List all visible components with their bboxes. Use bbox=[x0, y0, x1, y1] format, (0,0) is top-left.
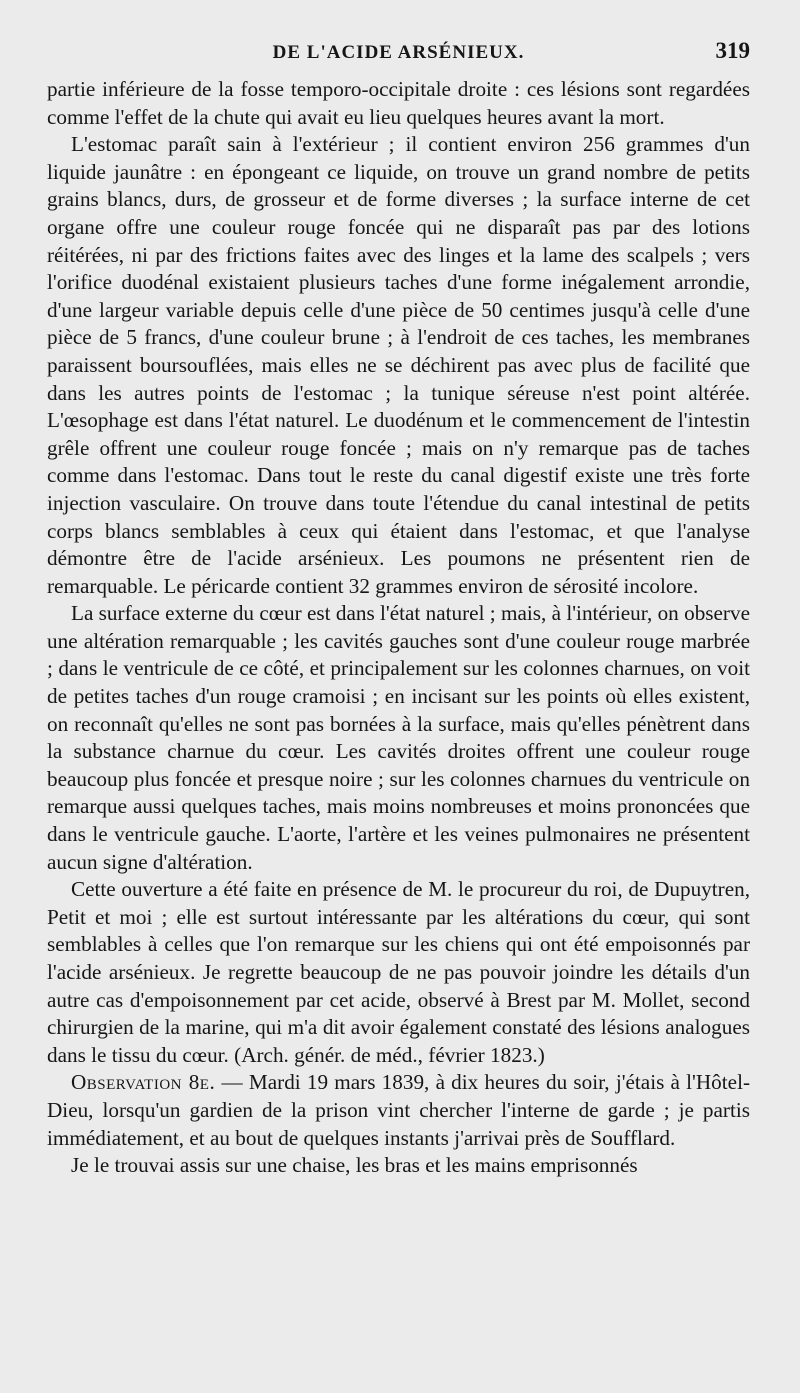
running-title: DE L'ACIDE ARSÉNIEUX. bbox=[272, 42, 525, 63]
page-header bbox=[47, 36, 750, 76]
paragraph: Cette ouverture a été faite en présence de M. le procureur du roi, de Dupuytren, Petit et moi ; elle est surtout intéressante par les altérations du cœur, qui sont semblables à celles que l'on remarque sur les chiens qui ont été empoisonnés par l'acide arsénieux. Je regrette beaucoup de ne pas pouvoir joindre les détails d'un autre cas d'empoisonnement par cet acide, observé à Brest par M. Mollet, second chirurgien de la marine, qui m'a dit avoir également constaté des lésions analogues dans le tissu du cœur. (Arch. génér. de méd., février 1823.) bbox=[47, 877, 750, 1067]
observation-heading: Observation 8e. bbox=[71, 1070, 216, 1095]
observation-paragraph bbox=[47, 1069, 750, 1152]
page-number: 319 bbox=[715, 38, 750, 63]
paragraph: La surface externe du cœur est dans l'état naturel ; mais, à l'intérieur, on observe une altération remarquable ; les cavités gauches sont d'une couleur rouge marbrée ; dans le ventricule de ce côté, et principalement sur les colonnes charnues, on voit de petites taches d'un rouge cramoisi ; en incisant sur les points où elles existent, on reconnaît qu'elles ne sont pas bornées à la surface, mais qu'elles pénètrent dans la substance charnue du cœur. Les cavités droites offrent une couleur rouge beaucoup plus foncée et presque noire ; sur les colonnes charnues du ventricule on remarque aussi quelques taches, mais moins nombreuses et moins prononcées que dans le ventricule gauche. L'aorte, l'artère et les veines pulmonaires ne présentent aucun signe d'altération. bbox=[47, 601, 750, 874]
paragraph: partie inférieure de la fosse temporo-occipitale droite : ces lésions sont regardées comme l'effet de la chute qui avait eu lieu quelques heures avant la mort. bbox=[47, 77, 750, 129]
paragraph: Je le trouvai assis sur une chaise, les bras et les mains emprisonnés bbox=[71, 1153, 638, 1178]
paragraph: L'estomac paraît sain à l'extérieur ; il contient environ 256 grammes d'un liquide jaunâtre : en épongeant ce liquide, on trouve un grand nombre de petits grains blancs, durs, de grosseur et de forme diverses ; la surface interne de cet organe offre une couleur rouge foncée qui ne disparaît pas par des lotions réitérées, ni par des frictions faites avec des linges et la lame des scalpels ; vers l'orifice duodénal existaient plusieurs taches d'une forme inégalement arrondie, d'une largeur variable depuis celle d'une pièce de 50 centimes jusqu'à celle d'une pièce de 5 francs, d'une couleur brune ; à l'endroit de ces taches, les membranes paraissent boursouflées, mais elles ne se déchirent pas avec plus de facilité que dans les autres points de l'estomac ; la tunique séreuse n'est point altérée. L'œsophage est dans l'état naturel. Le duodénum et le commencement de l'intestin grêle offrent une couleur rouge foncée ; mais on n'y remarque pas de taches comme dans l'estomac. Dans tout le reste du canal digestif existe une très forte injection vasculaire. On trouve dans toute l'étendue du canal intestinal de petits corps blancs semblables à ceux qui étaient dans l'estomac, et que l'analyse démontre être de l'acide arsénieux. Les poumons ne présentent rien de remarquable. Le péricarde contient 32 grammes environ de sérosité incolore. bbox=[47, 132, 750, 598]
observation-text: — Mardi 19 mars 1839, à dix heures du soir, j'étais à l'Hôtel-Dieu, lorsqu'un gardien de la prison vint chercher l'interne de garde ; je partis immédiatement, et au bout de quelques instants j'arrivai près de Soufflard. bbox=[47, 1070, 751, 1150]
body-text bbox=[47, 76, 750, 1180]
